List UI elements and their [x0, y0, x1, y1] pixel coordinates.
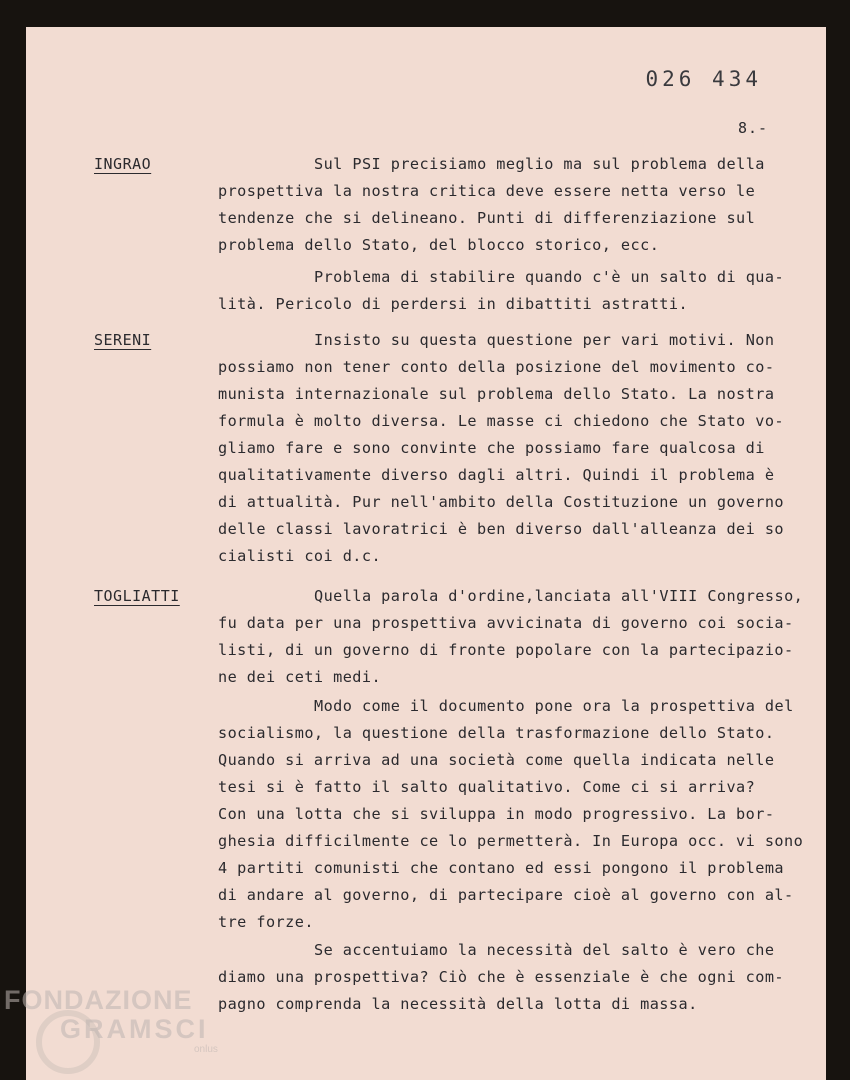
- text-line: socialismo, la questione della trasformazione dello Stato.: [218, 724, 775, 742]
- speaker-name-sereni: SERENI: [94, 331, 152, 349]
- watermark-line1: FONDAZIONE: [4, 985, 193, 1015]
- watermark-line3: onlus: [194, 1044, 218, 1055]
- text-line: tendenze che si delineano. Punti di differenziazione sul: [218, 209, 756, 227]
- text-line: cialisti coi d.c.: [218, 547, 382, 565]
- page-number: 8.-: [738, 119, 769, 137]
- text-line: diamo una prospettiva? Ciò che è essenziale è che ogni com-: [218, 968, 785, 986]
- text-line: possiamo non tener conto della posizione del movimento co-: [218, 358, 775, 376]
- text-line: ghesia difficilmente ce lo permetterà. In Europa occ. vi sono: [218, 832, 804, 850]
- speaker-name-togliatti: TOGLIATTI: [94, 587, 180, 605]
- text-line: di attualità. Pur nell'ambito della Costituzione un governo: [218, 493, 785, 511]
- text-line: prospettiva la nostra critica deve essere netta verso le: [218, 182, 756, 200]
- text-line: gliamo fare e sono convinte che possiamo fare qualcosa di: [218, 439, 765, 457]
- text-line: formula è molto diversa. Le masse ci chiedono che Stato vo-: [218, 412, 785, 430]
- watermark-line2: GRAMSCI: [60, 1014, 209, 1044]
- text-line: di andare al governo, di partecipare cioè al governo con al-: [218, 886, 794, 904]
- text-line: delle classi lavoratrici è ben diverso dall'alleanza dei so: [218, 520, 785, 538]
- typewritten-page: [26, 27, 826, 1080]
- text-line: fu data per una prospettiva avvicinata di governo coi socia-: [218, 614, 794, 632]
- text-line: 4 partiti comunisti che contano ed essi pongono il problema: [218, 859, 785, 877]
- archive-stamp: 026 434: [645, 67, 762, 91]
- text-line: tesi si è fatto il salto qualitativo. Come ci si arriva?: [218, 778, 756, 796]
- text-line: Se accentuiamo la necessità del salto è vero che: [314, 941, 775, 959]
- text-line: pagno comprenda la necessità della lotta di massa.: [218, 995, 698, 1013]
- text-line: problema dello Stato, del blocco storico, ecc.: [218, 236, 660, 254]
- text-line: Con una lotta che si sviluppa in modo progressivo. La bor-: [218, 805, 775, 823]
- text-line: ne dei ceti medi.: [218, 668, 382, 686]
- text-line: lità. Pericolo di perdersi in dibattiti astratti.: [218, 295, 689, 313]
- text-line: Insisto su questa questione per vari motivi. Non: [314, 331, 775, 349]
- text-line: Quando si arriva ad una società come quella indicata nelle: [218, 751, 775, 769]
- text-line: qualitativamente diverso dagli altri. Quindi il problema è: [218, 466, 775, 484]
- text-line: listi, di un governo di fronte popolare con la partecipazio-: [218, 641, 794, 659]
- text-line: Modo come il documento pone ora la prospettiva del: [314, 697, 794, 715]
- text-line: Quella parola d'ordine,lanciata all'VIII Congresso,: [314, 587, 804, 605]
- text-line: tre forze.: [218, 913, 314, 931]
- text-line: munista internazionale sul problema dello Stato. La nostra: [218, 385, 775, 403]
- text-line: Problema di stabilire quando c'è un salto di qua-: [314, 268, 785, 286]
- speaker-name-ingrao: INGRAO: [94, 155, 152, 173]
- text-line: Sul PSI precisiamo meglio ma sul problema della: [314, 155, 765, 173]
- watermark: [4, 985, 218, 1055]
